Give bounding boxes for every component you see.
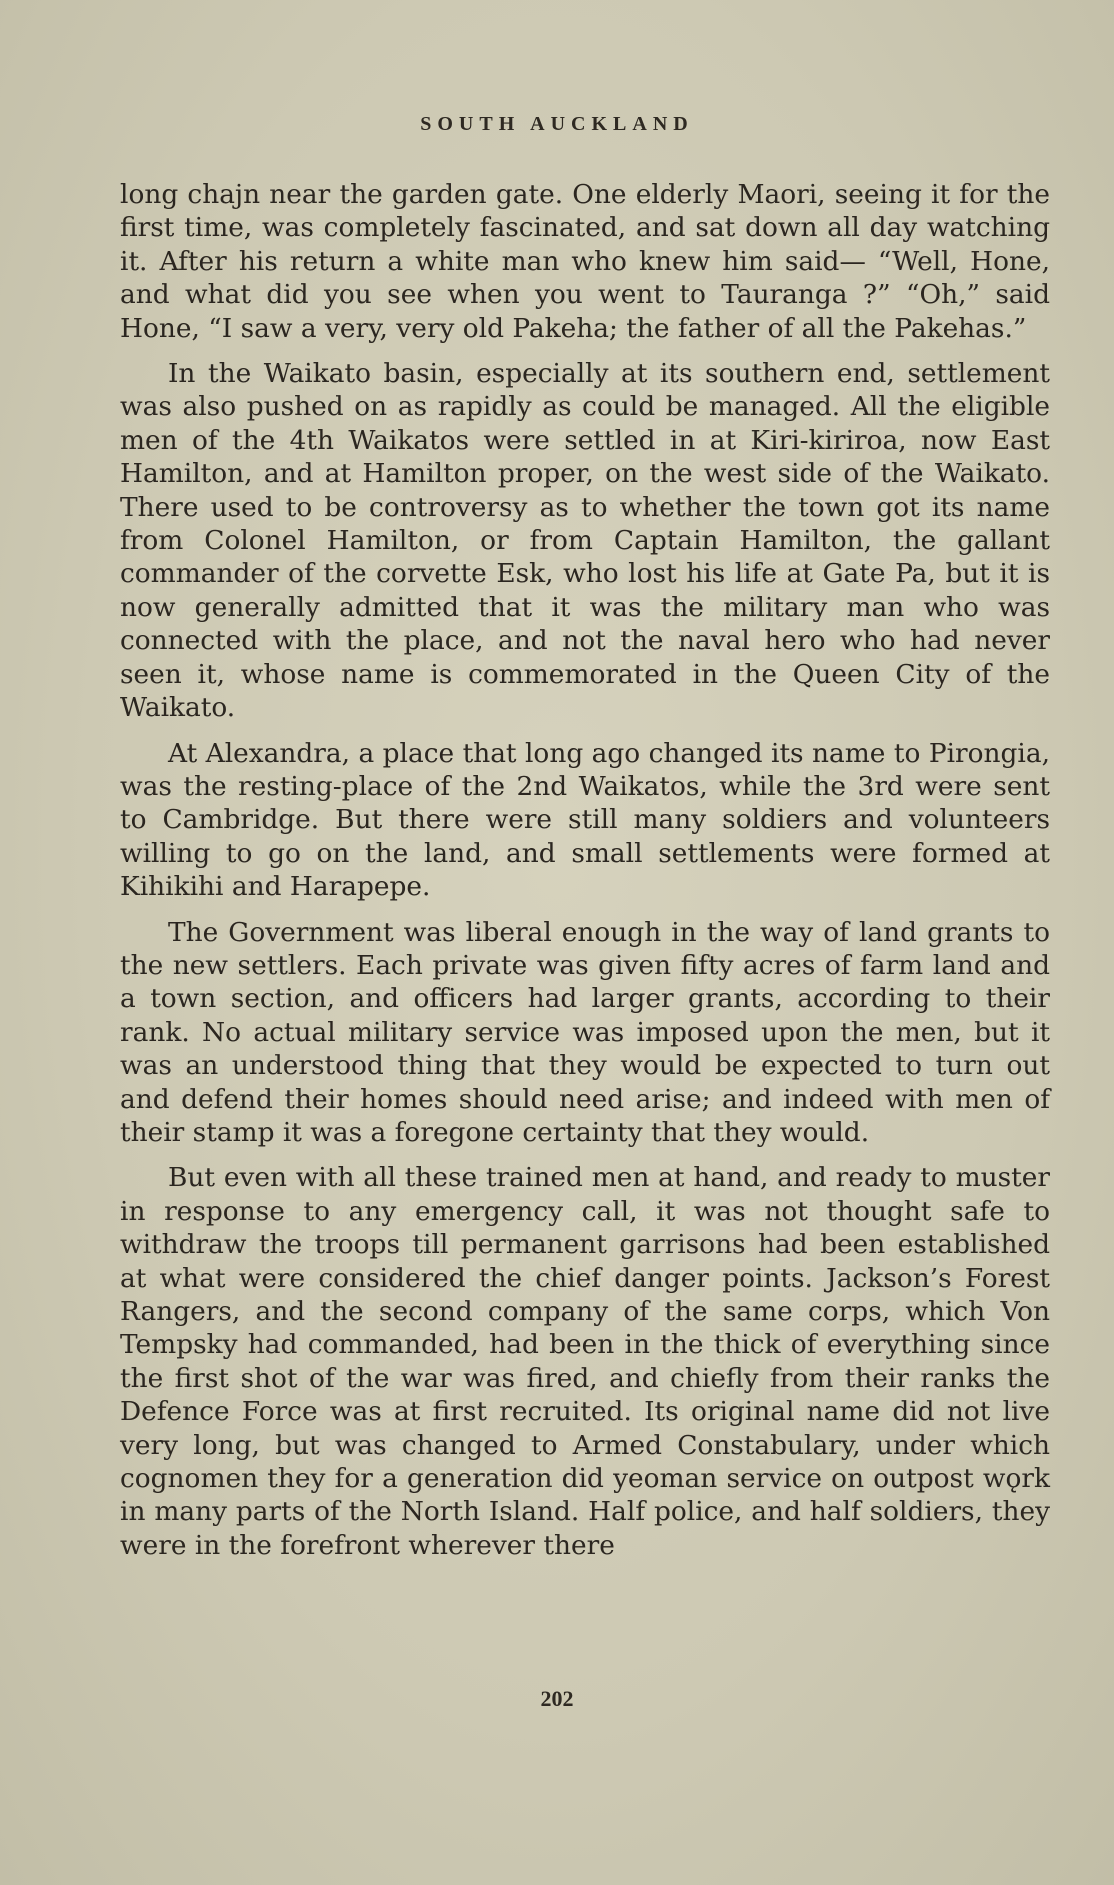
body-text	[120, 178, 1050, 1574]
running-head: SOUTH AUCKLAND	[420, 113, 694, 135]
paragraph-5: But even with all these trained men at hand, and ready to muster in response to any emergency call, it was not thought safe to withdraw the troops till permanent garrisons had been established at what were considered the chief danger points. Jackson’s Forest Rangers, and the second company of the same corps, which Von Tempsky had commanded, had been in the thick of everything since the first shot of the war was fired, and chiefly from their ranks the Defence Force was at first recruited. Its original name did not live very long, but was changed to Armed Constabulary, under which cognomen they for a generation did yeoman service on outpost wǫrk in many parts of the North Island. Half police, and half soldiers, they were in the forefront wherever there	[120, 1162, 1050, 1561]
paragraph-1: long chajn near the garden gate. One elderly Maori, seeing it for the first time, was completely fascinated, and sat down all day watching it. After his return a white man who knew him said— “Well, Hone, and what did you see when you went to Tauranga ?” “Oh,” said Hone, “I saw a very, very old Pakeha; the father of all the Pakehas.”	[120, 179, 1050, 344]
paragraph-2: In the Waikato basin, especially at its southern end, settlement was also pushed on as rapidly as could be managed. All the eligible men of the 4th Waikatos were settled in at Kiri-kiriroa, now East Hamilton, and at Hamilton proper, on the west side of the Waikato. There used to be controversy as to whether the town got its name from Colonel Hamilton, or from Captain Hamilton, the gallant commander of the corvette Esk, who lost his life at Gate Pa, but it is now generally admitted that it was the military man who was connected with the place, and not the naval hero who had never seen it, whose name is commemorated in the Queen City of the Waikato.	[120, 358, 1050, 724]
paragraph-3: At Alexandra, a place that long ago changed its name to Pirongia, was the resting-place of the 2nd Waikatos, while the 3rd were sent to Cambridge. But there were still many soldiers and volunteers willing to go on the land, and small settlements were formed at Kihikihi and Harapepe.	[120, 737, 1050, 903]
page-number: 202	[540, 1686, 574, 1711]
paragraph-4: The Government was liberal enough in the way of land grants to the new settlers. Each private was given fifty acres of farm land and a town section, and officers had larger grants, according to their rank. No actual military service was imposed upon the men, but it was an understood thing that they would be expected to turn out and defend their homes should need arise; and indeed with men of their stamp it was a foregone certainty that they would.	[120, 916, 1050, 1148]
